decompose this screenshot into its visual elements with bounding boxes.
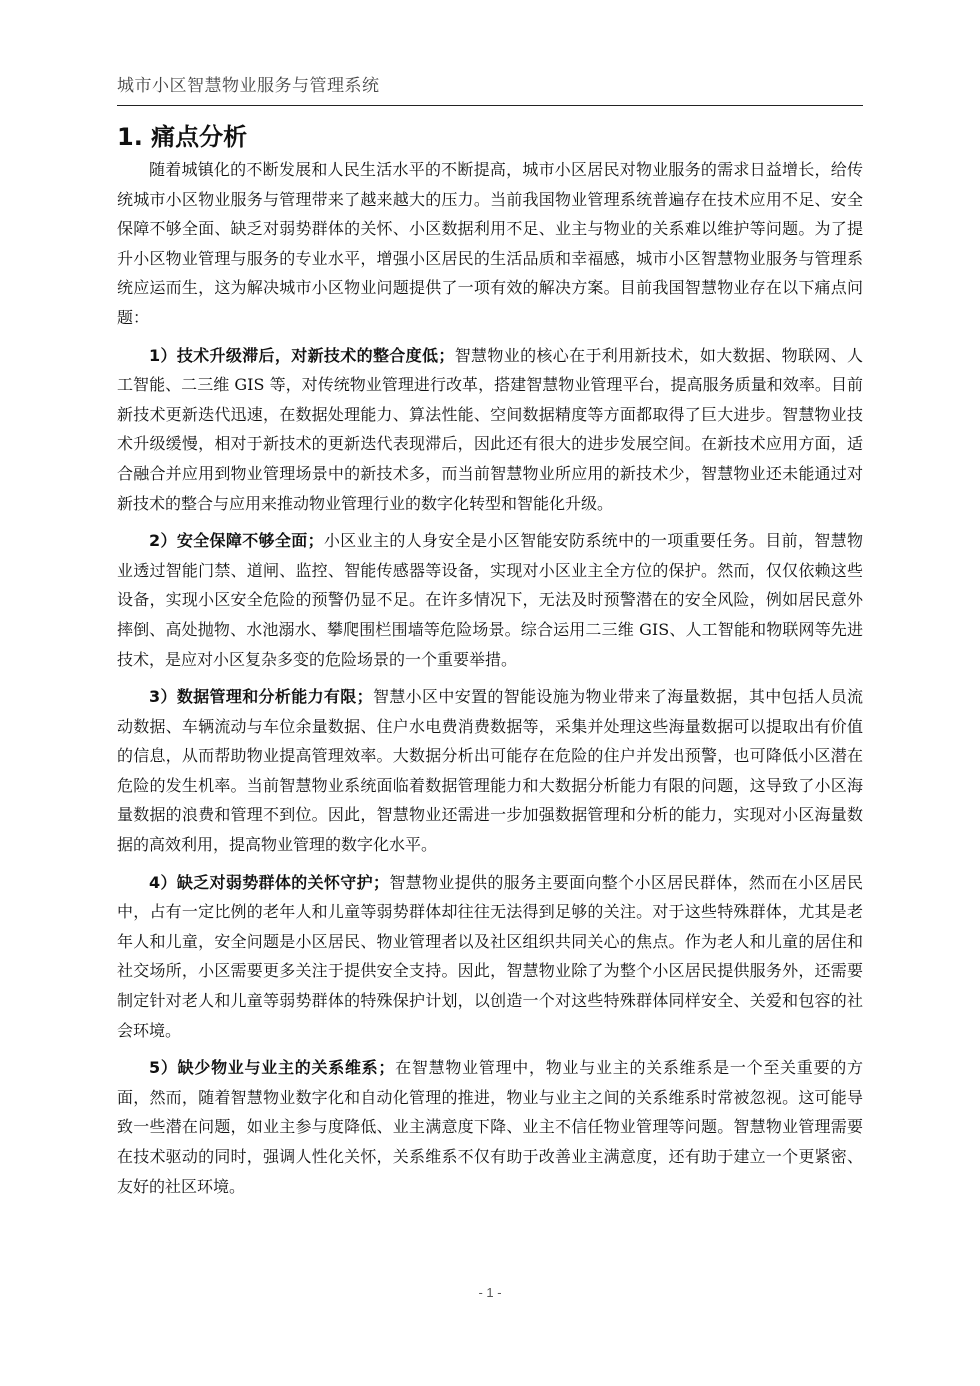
pain-point-paragraph bbox=[117, 526, 863, 674]
section-title: 1. 痛点分析 bbox=[117, 123, 248, 151]
pain-point-paragraph bbox=[117, 1053, 863, 1201]
pain-point-paragraph bbox=[117, 868, 863, 1046]
pain-point-heading: 2）安全保障不够全面； bbox=[149, 531, 324, 551]
intro-paragraph bbox=[117, 155, 863, 333]
pain-point-heading: 5）缺少物业与业主的关系维系； bbox=[149, 1058, 395, 1078]
pain-point-heading: 1）技术升级滞后，对新技术的整合度低； bbox=[149, 345, 455, 365]
page-header bbox=[117, 71, 863, 106]
paragraph-text: 智慧物业的核心在于利用新技术，如大数据、物联网、人工智能、二三维 GIS 等，对传统物业管理进行改革，搭建智慧物业管理平台，提高服务质量和效率。目前新技术更新迭代迅速，在数据处理能力、算法性能、空间数据精度等方面都取得了巨大进步。智慧物业技术升级缓慢，相对于新技术的更新迭代表现滞后，因此还有很大的进步发展空间。在新技术应用方面，适合融合并应用到物业管理场景中的新技术多，而当前智慧物业所应用的新技术少，智慧物业还未能通过对新技术的整合与应用来推动物业管理行业的数字化转型和智能化升级。 bbox=[117, 345, 863, 513]
pain-point-heading: 4）缺乏对弱势群体的关怀守护； bbox=[149, 872, 389, 892]
paragraph-text: 随着城镇化的不断发展和人民生活水平的不断提高，城市小区居民对物业服务的需求日益增长，给传统城市小区物业服务与管理带来了越来越大的压力。当前我国物业管理系统普遍存在技术应用不足、安全保障不够全面、缺乏对弱势群体的关怀、小区数据利用不足、业主与物业的关系难以维护等问题。为了提升小区物业管理与服务的专业水平，增强小区居民的生活品质和幸福感，城市小区智慧物业服务与管理系统应运而生，这为解决城市小区物业问题提供了一项有效的解决方案。目前我国智慧物业存在以下痛点问题： bbox=[117, 160, 863, 327]
page-number: - 1 - bbox=[478, 1285, 502, 1300]
pain-point-paragraph bbox=[117, 341, 863, 519]
pain-point-paragraph bbox=[117, 682, 863, 860]
pain-point-heading: 3）数据管理和分析能力有限； bbox=[149, 687, 373, 707]
paragraph-text: 在智慧物业管理中，物业与业主的关系维系是一个至关重要的方面，然而，随着智慧物业数字化和自动化管理的推进，物业与业主之间的关系维系时常被忽视。这可能导致一些潜在问题，如业主参与度降低、业主满意度下降、业主不信任物业管理等问题。智慧物业管理需要在技术驱动的同时，强调人性化关怀，关系维系不仅有助于改善业主满意度，还有助于建立一个更紧密、友好的社区环境。 bbox=[117, 1058, 863, 1196]
header-title: 城市小区智慧物业服务与管理系统 bbox=[117, 76, 380, 96]
paragraph-text: 智慧小区中安置的智能设施为物业带来了海量数据，其中包括人员流动数据、车辆流动与车位余量数据、住户水电费消费数据等，采集并处理这些海量数据可以提取出有价值的信息，从而帮助物业提高管理效率。大数据分析出可能存在危险的住户并发出预警，也可降低小区潜在危险的发生机率。当前智慧物业系统面临着数据管理能力和大数据分析能力有限的问题，这导致了小区海量数据的浪费和管理不到位。因此，智慧物业还需进一步加强数据管理和分析的能力，实现对小区海量数据的高效利用，提高物业管理的数字化水平。 bbox=[117, 687, 863, 855]
paragraph-text: 小区业主的人身安全是小区智能安防系统中的一项重要任务。目前，智慧物业透过智能门禁、道闸、监控、智能传感器等设备，实现对小区业主全方位的保护。然而，仅仅依赖这些设备，实现小区安全危险的预警仍显不足。在许多情况下，无法及时预警潜在的安全风险，例如居民意外摔倒、高处抛物、水池溺水、攀爬围栏围墙等危险场景。综合运用二三维 GIS、人工智能和物联网等先进技术，是应对小区复杂多变的危险场景的一个重要举措。 bbox=[117, 531, 863, 669]
body-text bbox=[117, 155, 863, 1209]
paragraph-text: 智慧物业提供的服务主要面向整个小区居民群体，然而在小区居民中，占有一定比例的老年人和儿童等弱势群体却往往无法得到足够的关注。对于这些特殊群体，尤其是老年人和儿童，安全问题是小区居民、物业管理者以及社区组织共同关心的焦点。作为老人和儿童的居住和社交场所，小区需要更多关注于提供安全支持。因此，智慧物业除了为整个小区居民提供服务外，还需要制定针对老人和儿童等弱势群体的特殊保护计划，以创造一个对这些特殊群体同样安全、关爱和包容的社会环境。 bbox=[117, 872, 863, 1040]
